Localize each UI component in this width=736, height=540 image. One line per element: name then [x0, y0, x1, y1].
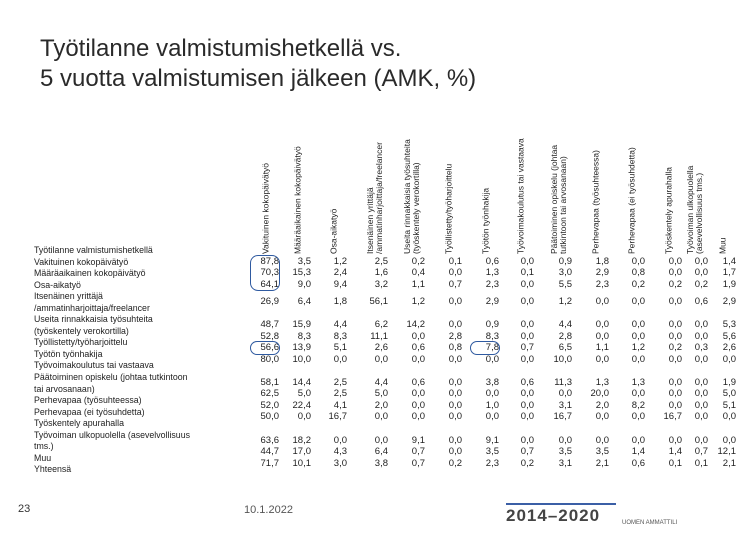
table-cell: 4,4 — [558, 319, 572, 331]
table-cell: 0,1 — [520, 267, 534, 279]
table-cell: 0,0 — [631, 255, 645, 267]
table-cell: 2,5 — [333, 388, 347, 400]
table-cell: 0,0 — [668, 319, 682, 331]
table-cell: 1,4 — [722, 255, 736, 267]
table-cell: 0,6 — [485, 255, 499, 267]
table-cell: 9,1 — [411, 434, 425, 446]
table-cell: 0,7 — [694, 446, 708, 458]
table-cell: 58,1 — [260, 376, 279, 388]
table-cell: 8,2 — [631, 399, 645, 411]
table-cell: 0,0 — [694, 353, 708, 365]
row-label: tai arvosanaan) — [34, 383, 95, 394]
table-cell: 0,6 — [694, 295, 708, 307]
table-cell: 0,0 — [520, 330, 534, 342]
table-cell: 3,8 — [485, 376, 499, 388]
table-cell: 62,5 — [260, 388, 279, 400]
column-header-label: Työvoiman ulkopuolella (asevelvollisuus tms.) — [685, 165, 704, 254]
table-cell: 0,0 — [631, 434, 645, 446]
row-labels — [34, 245, 244, 476]
table-cell: 1,4 — [631, 446, 645, 458]
table-cell: 48,7 — [260, 319, 279, 331]
row-label: /ammatinharjoittaja/freelancer — [34, 302, 150, 313]
table-cell: 0,0 — [668, 434, 682, 446]
table-cell: 1,8 — [333, 295, 347, 307]
table-cell: 0,0 — [694, 376, 708, 388]
column-header — [549, 96, 568, 254]
table-cell: 70,3 — [260, 267, 279, 279]
table-cell: 14,4 — [292, 376, 311, 388]
table-cell: 18,2 — [292, 434, 311, 446]
table-cell: 6,4 — [297, 295, 311, 307]
table-cell: 26,9 — [260, 295, 279, 307]
table-cell: 3,8 — [374, 457, 388, 469]
table-cell: 0,0 — [520, 255, 534, 267]
table-cell: 1,3 — [485, 267, 499, 279]
table-cell: 0,0 — [374, 411, 388, 423]
table-cell: 0,0 — [595, 319, 609, 331]
table-cell: 2,3 — [595, 278, 609, 290]
table-cell: 2,0 — [595, 399, 609, 411]
table-cell: 0,4 — [411, 267, 425, 279]
table-cell: 6,4 — [374, 446, 388, 458]
table-cell: 0,2 — [668, 278, 682, 290]
table-cell: 22,4 — [292, 399, 311, 411]
table-cell: 14,2 — [406, 319, 425, 331]
table-cell: 2,5 — [333, 376, 347, 388]
table-cell: 2,8 — [558, 330, 572, 342]
table-cell: 0,9 — [485, 319, 499, 331]
table-cell: 0,0 — [631, 330, 645, 342]
table-cell: 0,6 — [631, 457, 645, 469]
table-cell: 11,3 — [554, 376, 572, 388]
table-cell: 1,4 — [668, 446, 682, 458]
highlight-outline — [250, 341, 280, 355]
row-label: Muu — [34, 452, 52, 463]
row-label: Useita rinnakkaisia työsuhteita — [34, 314, 153, 325]
table-cell: 0,0 — [595, 411, 609, 423]
table-cell: 0,0 — [694, 267, 708, 279]
table-cell: 10,0 — [292, 353, 311, 365]
table-cell: 0,6 — [520, 376, 534, 388]
table-cell: 0,0 — [448, 319, 462, 331]
table-cell: 0,0 — [631, 295, 645, 307]
column-header-label: Päätoiminen opiskelu (johtaa tutkintoon tai arvosanaan) — [549, 144, 568, 254]
logo-bar — [506, 503, 616, 505]
column-header — [365, 96, 384, 254]
table-cell: 5,5 — [558, 278, 572, 290]
title-line-1: Työtilanne valmistumishetkellä vs. — [40, 35, 402, 62]
row-label: Työvoimakoulutus tai vastaava — [34, 360, 154, 371]
table-cell: 1,7 — [722, 267, 736, 279]
row-label: Perhevapaa (työsuhteessa) — [34, 395, 142, 406]
table-cell: 0,0 — [722, 411, 736, 423]
column-header — [685, 96, 704, 254]
table-cell: 0,6 — [411, 342, 425, 354]
table-cell: 0,0 — [448, 353, 462, 365]
column-header-label: Muu — [717, 237, 728, 254]
table-cell: 16,7 — [553, 411, 572, 423]
table-cell: 0,0 — [485, 411, 499, 423]
table-cell: 4,3 — [333, 446, 347, 458]
table-cell: 0,1 — [694, 457, 708, 469]
table-cell: 87,8 — [260, 255, 279, 267]
table-cell: 0,0 — [374, 353, 388, 365]
column-header — [442, 96, 456, 254]
table-cell: 3,0 — [333, 457, 347, 469]
table-cell: 0,0 — [333, 353, 347, 365]
table-cell: 1,3 — [595, 376, 609, 388]
table-cell: 17,0 — [292, 446, 311, 458]
table-cell: 0,0 — [411, 388, 425, 400]
table-cell: 3,2 — [374, 278, 388, 290]
table-cell: 56,1 — [369, 295, 388, 307]
column-header-label: Työskentely apurahalla — [663, 167, 674, 254]
table-cell: 0,0 — [448, 295, 462, 307]
table-cell: 1,1 — [595, 342, 609, 354]
table-cell: 56,6 — [260, 342, 279, 354]
table-cell: 2,6 — [374, 342, 388, 354]
row-label: (työskentely verokortilla) — [34, 325, 129, 336]
table-cell: 1,2 — [558, 295, 572, 307]
column-header — [327, 96, 341, 254]
column-header — [291, 96, 305, 254]
table-cell: 0,0 — [520, 295, 534, 307]
table-cell: 63,6 — [260, 434, 279, 446]
table-cell: 0,2 — [668, 342, 682, 354]
table-cell: 0,7 — [448, 278, 462, 290]
table-cell: 8,3 — [297, 330, 311, 342]
table-cell: 1,9 — [722, 376, 736, 388]
column-header — [662, 96, 676, 254]
table-cell: 2,1 — [722, 457, 736, 469]
row-label: Työtön työnhakija — [34, 348, 103, 359]
table-cell: 5,6 — [722, 330, 736, 342]
table-cell: 2,0 — [374, 399, 388, 411]
table-cell: 0,0 — [520, 411, 534, 423]
table-cell: 0,0 — [448, 388, 462, 400]
table-cell: 0,1 — [668, 457, 682, 469]
table-cell: 5,0 — [374, 388, 388, 400]
table-cell: 2,3 — [485, 278, 499, 290]
table-cell: 0,0 — [668, 353, 682, 365]
table-cell: 0,0 — [448, 267, 462, 279]
table-cell: 6,2 — [374, 319, 388, 331]
table-cell: 0,7 — [411, 457, 425, 469]
column-header — [625, 96, 639, 254]
column-header — [259, 96, 273, 254]
table-cell: 3,5 — [485, 446, 499, 458]
table-cell: 0,7 — [411, 446, 425, 458]
table-cell: 0,0 — [722, 434, 736, 446]
table-cell: 0,2 — [448, 457, 462, 469]
table-cell: 1,2 — [411, 295, 425, 307]
table-cell: 0,0 — [631, 353, 645, 365]
row-label: Päätoiminen opiskelu (johtaa tutkintoon — [34, 372, 188, 383]
table-cell: 0,1 — [448, 255, 462, 267]
table-cell: 0,0 — [631, 388, 645, 400]
table-cell: 3,5 — [595, 446, 609, 458]
table-cell: 0,6 — [411, 376, 425, 388]
page-number: 23 — [18, 503, 31, 515]
table-cell: 11,1 — [370, 330, 388, 342]
table-cell: 0,0 — [448, 446, 462, 458]
row-label: Määräaikainen kokopäivätyö — [34, 268, 146, 279]
table-cell: 0,0 — [297, 411, 311, 423]
table-cell: 0,0 — [333, 434, 347, 446]
column-header-label: Itsenäinen yrittäjä /ammatinharjoittaja/freelancer — [365, 142, 384, 254]
table-cell: 5,1 — [722, 399, 736, 411]
table-cell: 0,0 — [595, 434, 609, 446]
table-cell: 9,1 — [485, 434, 499, 446]
table-cell: 0,0 — [694, 330, 708, 342]
row-label: Työskentely apurahalla — [34, 418, 124, 429]
table-cell: 1,8 — [595, 255, 609, 267]
table-cell: 15,3 — [292, 267, 311, 279]
table-cell: 0,0 — [694, 255, 708, 267]
table-cell: 0,0 — [520, 319, 534, 331]
column-header-label: Työvoimakoulutus tai vastaava — [515, 138, 526, 254]
table-cell: 0,0 — [520, 399, 534, 411]
table-cell: 2,8 — [448, 330, 462, 342]
column-header-label: Useita rinnakkaisia työsuhteita (työskentely verokortilla) — [402, 139, 421, 254]
table-cell: 0,3 — [694, 342, 708, 354]
table-cell: 2,9 — [485, 295, 499, 307]
row-label: Työvoiman ulkopuolella (asevelvollisuus — [34, 429, 190, 440]
table-cell: 0,0 — [448, 376, 462, 388]
row-label: Osa-aikatyö — [34, 279, 81, 290]
table-cell: 0,2 — [411, 255, 425, 267]
column-header-label: Perhevapaa (ei työsuhdetta) — [626, 147, 637, 254]
table-cell: 16,7 — [663, 411, 682, 423]
table-cell: 0,0 — [595, 295, 609, 307]
program-logo: 2014–2020 — [506, 506, 601, 525]
table-cell: 0,0 — [668, 399, 682, 411]
table-cell: 0,0 — [694, 434, 708, 446]
table-cell: 0,2 — [694, 278, 708, 290]
table-cell: 0,0 — [631, 411, 645, 423]
table-cell: 0,8 — [631, 267, 645, 279]
column-header-label: Työllistetty/työharjoittelu — [443, 163, 454, 254]
table-cell: 2,3 — [485, 457, 499, 469]
column-header-label: Työtön työnhakija — [480, 187, 491, 254]
column-header — [479, 96, 493, 254]
table-cell: 2,9 — [722, 295, 736, 307]
table-cell: 0,0 — [448, 434, 462, 446]
employment-table — [34, 96, 736, 508]
highlight-outline — [470, 341, 500, 355]
table-cell: 0,0 — [520, 388, 534, 400]
table-cell: 9,4 — [333, 278, 347, 290]
table-cell: 8,3 — [333, 330, 347, 342]
table-cell: 9,0 — [297, 278, 311, 290]
table-cell: 0,0 — [448, 399, 462, 411]
table-cell: 0,0 — [595, 353, 609, 365]
table-cell: 71,7 — [260, 457, 279, 469]
table-cell: 0,0 — [668, 267, 682, 279]
table-cell: 50,0 — [260, 411, 279, 423]
table-cell: 2,9 — [595, 267, 609, 279]
table-cell: 0,0 — [668, 388, 682, 400]
table-cell: 0,0 — [631, 319, 645, 331]
table-cell: 3,1 — [558, 457, 572, 469]
table-cell: 0,0 — [668, 295, 682, 307]
row-label: Perhevapaa (ei työsuhdetta) — [34, 406, 145, 417]
table-cell: 1,2 — [631, 342, 645, 354]
table-cell: 0,0 — [668, 376, 682, 388]
table-cell: 0,0 — [558, 388, 572, 400]
column-header — [589, 96, 603, 254]
table-cell: 6,5 — [558, 342, 572, 354]
table-cell: 0,0 — [485, 353, 499, 365]
table-cell: 5,1 — [333, 342, 347, 354]
table-cell: 0,2 — [631, 278, 645, 290]
row-label: Yhteensä — [34, 464, 72, 475]
table-cell: 1,9 — [722, 278, 736, 290]
table-cell: 44,7 — [260, 446, 279, 458]
table-cell: 0,0 — [694, 388, 708, 400]
row-label: Työtilanne valmistumishetkellä — [34, 245, 153, 255]
table-cell: 1,1 — [411, 278, 425, 290]
table-cell: 5,3 — [722, 319, 736, 331]
table-cell: 0,8 — [448, 342, 462, 354]
table-cell: 0,0 — [448, 411, 462, 423]
table-cell: 0,0 — [668, 255, 682, 267]
table-cell: 0,0 — [694, 411, 708, 423]
table-cell: 1,0 — [485, 399, 499, 411]
table-cell: 0,0 — [558, 434, 572, 446]
table-cell: 0,2 — [520, 457, 534, 469]
table-cell: 2,6 — [722, 342, 736, 354]
table-cell: 1,3 — [631, 376, 645, 388]
table-cell: 10,0 — [553, 353, 572, 365]
table-cell: 3,0 — [558, 267, 572, 279]
table-cell: 0,0 — [520, 434, 534, 446]
table-cell: 0,0 — [694, 319, 708, 331]
table-cell: 7,8 — [485, 342, 499, 354]
column-header — [514, 96, 528, 254]
table-cell: 0,0 — [411, 411, 425, 423]
table-cell: 4,4 — [374, 376, 388, 388]
table-cell: 0,0 — [520, 353, 534, 365]
table-cell: 13,9 — [292, 342, 311, 354]
row-label: Vakituinen kokopäivätyö — [34, 256, 129, 267]
table-cell: 0,0 — [520, 278, 534, 290]
row-label: Työllistetty/työharjoittelu — [34, 337, 128, 348]
table-cell: 64,1 — [260, 278, 279, 290]
table-cell: 0,7 — [520, 446, 534, 458]
table-cell: 12,1 — [717, 446, 736, 458]
column-header — [716, 96, 730, 254]
column-header-label: Määräaikainen kokopäivätyö — [292, 146, 303, 254]
title-line-2: 5 vuotta valmistumisen jälkeen (AMK, %) — [40, 65, 477, 92]
table-cell: 4,4 — [333, 319, 347, 331]
row-label: tms.) — [34, 441, 54, 452]
footer-date: 10.1.2022 — [244, 504, 293, 516]
table-cell: 0,0 — [374, 434, 388, 446]
table-cell: 2,5 — [374, 255, 388, 267]
column-header-label: Vakituinen kokopäivätyö — [260, 162, 271, 254]
column-header-label: Osa-aikatyö — [328, 208, 339, 254]
table-cell: 0,0 — [411, 353, 425, 365]
table-cell: 5,0 — [722, 388, 736, 400]
table-cell: 0,0 — [411, 399, 425, 411]
table-cell: 80,0 — [260, 353, 279, 365]
table-cell: 8,3 — [485, 330, 499, 342]
table-cell: 20,0 — [590, 388, 609, 400]
table-cell: 3,1 — [558, 399, 572, 411]
table-cell: 0,0 — [722, 353, 736, 365]
table-cell: 0,0 — [694, 399, 708, 411]
table-cell: 15,9 — [292, 319, 311, 331]
page-title — [40, 34, 700, 94]
table-cell: 52,0 — [260, 399, 279, 411]
table-cell: 0,7 — [520, 342, 534, 354]
table-cell: 1,6 — [374, 267, 388, 279]
table-cell: 0,0 — [595, 330, 609, 342]
table-cell: 0,0 — [485, 388, 499, 400]
table-cell: 0,0 — [411, 330, 425, 342]
table-cell: 2,1 — [595, 457, 609, 469]
table-cell: 0,9 — [558, 255, 572, 267]
table-cell: 16,7 — [328, 411, 347, 423]
table-cell: 4,1 — [333, 399, 347, 411]
table-cell: 52,8 — [260, 330, 279, 342]
column-header — [402, 96, 421, 254]
table-cell: 2,4 — [333, 267, 347, 279]
table-cell: 5,0 — [297, 388, 311, 400]
column-header-label: Perhevapaa (työsuhteessa) — [590, 150, 601, 254]
table-cell: 0,0 — [668, 330, 682, 342]
logo-subtitle: UOMEN AMMATTILI — [622, 520, 678, 526]
table-cell: 10,1 — [292, 457, 311, 469]
table-cell: 1,2 — [333, 255, 347, 267]
table-cell: 3,5 — [558, 446, 572, 458]
highlight-outline — [250, 255, 280, 292]
row-label: Itsenäinen yrittäjä — [34, 291, 103, 302]
table-cell: 3,5 — [297, 255, 311, 267]
